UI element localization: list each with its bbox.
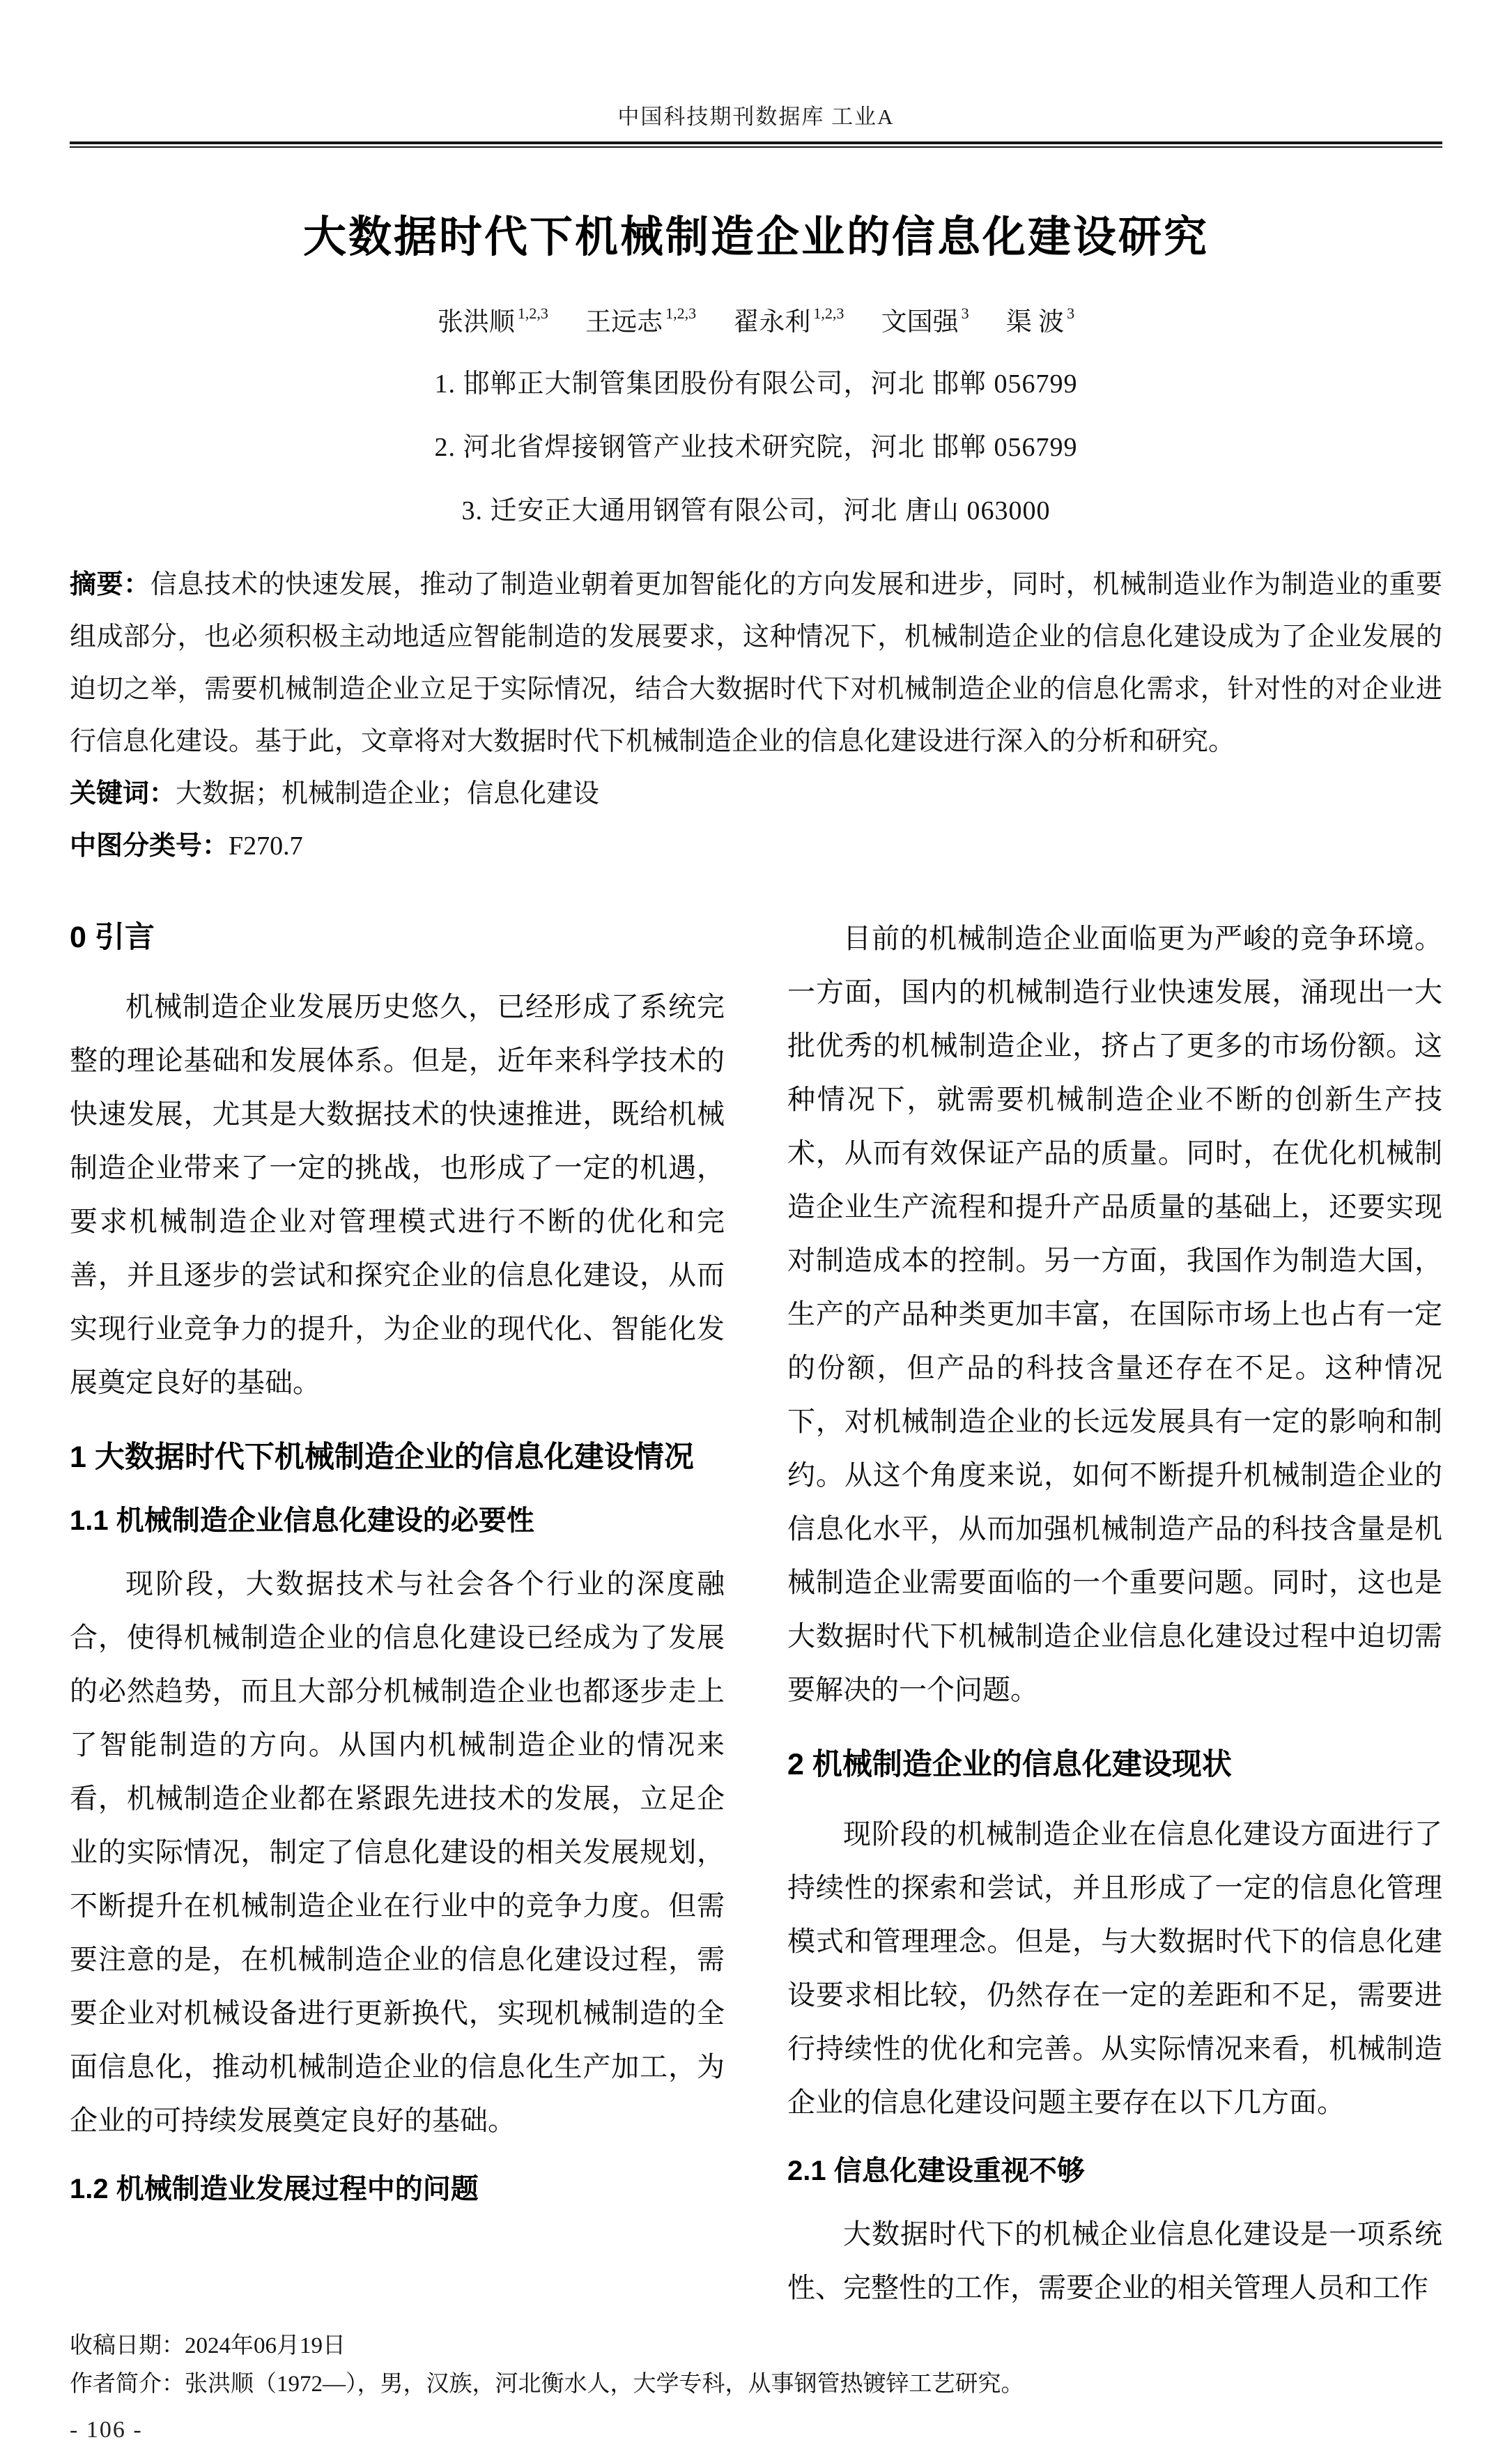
affiliations-block	[70, 362, 1442, 527]
author-bio-text: 张洪顺（1972—），男，汉族，河北衡水人，大学专科，从事钢管热镀锌工艺研究。	[185, 2372, 1024, 2397]
right-column	[787, 912, 1442, 2314]
subsection-heading-2-1: 2.1 信息化建设重视不够	[787, 2156, 1085, 2186]
keywords-row	[70, 768, 1442, 820]
author	[585, 300, 696, 338]
clc-text: F270.7	[229, 831, 303, 861]
keywords-text: 大数据；机械制造企业；信息化建设	[176, 779, 600, 808]
author-affiliation-superscript: 1,2,3	[813, 304, 844, 322]
received-date-row	[70, 2327, 1442, 2365]
author-name: 翟永利	[733, 308, 811, 337]
abstract-block	[70, 559, 1442, 873]
subsection-2-1-paragraph: 大数据时代下的机械企业信息化建设是一项系统性、完整性的工作，需要企业的相关管理人员和工作	[787, 2218, 1442, 2303]
author-name: 王远志	[585, 308, 663, 337]
author-affiliation-superscript: 3	[1067, 304, 1075, 322]
author-name: 张洪顺	[437, 308, 515, 337]
author-name: 文国强	[881, 308, 959, 337]
section-heading-2: 2 机械制造企业的信息化建设现状	[787, 1748, 1232, 1781]
header-divider	[70, 141, 1442, 148]
author-affiliation-superscript: 3	[961, 304, 969, 322]
section-2-paragraph: 现阶段的机械制造企业在信息化建设方面进行了持续性的探索和尝试，并且形成了一定的信息化管理模式和管理理念。但是，与大数据时代下的信息化建设要求相比较，仍然存在一定的差距和不足，需要进行持续性的优化和完善。从实际情况来看，机械制造企业的信息化建设问题主要存在以下几方面。	[787, 1818, 1442, 2118]
left-column	[70, 912, 725, 2314]
author-affiliation-superscript: 1,2,3	[665, 304, 697, 322]
clc-label: 中图分类号：	[70, 831, 229, 861]
author	[733, 300, 844, 338]
abstract-paragraph	[70, 559, 1442, 768]
subsection-heading-1-1: 1.1 机械制造企业信息化建设的必要性	[70, 1505, 534, 1536]
abstract-label: 摘要：	[70, 570, 151, 599]
affiliation-3: 3. 迁安正大通用钢管有限公司，河北 唐山 063000	[461, 496, 1051, 525]
author	[1006, 300, 1074, 338]
subsection-1-1-paragraph: 现阶段，大数据技术与社会各个行业的深度融合，使得机械制造企业的信息化建设已经成为了发展的必然趋势，而且大部分机械制造企业也都逐步走上了智能制造的方向。从国内机械制造企业的情况来看，机械制造企业都在紧跟先进技术的发展，立足企业的实际情况，制定了信息化建设的相关发展规划，不断提升在机械制造企业在行业中的竞争力度。但需要注意的是，在机械制造企业的信息化建设过程，需要企业对机械设备进行更新换代，实现机械制造的全面信息化，推动机械制造企业的信息化生产加工，为企业的可持续发展奠定良好的基础。	[70, 1568, 725, 2136]
received-date-value: 2024年06月19日	[185, 2333, 346, 2358]
journal-header: 中国科技期刊数据库 工业A	[617, 105, 895, 129]
author-affiliation-superscript: 1,2,3	[517, 304, 548, 322]
section-heading-1: 1 大数据时代下机械制造企业的信息化建设情况	[70, 1441, 694, 1474]
section-0-paragraph: 机械制造企业发展历史悠久，已经形成了系统完整的理论基础和发展体系。但是，近年来科学技术的快速发展，尤其是大数据技术的快速推进，既给机械制造企业带来了一定的挑战，也形成了一定的机遇，要求机械制造企业对管理模式进行不断的优化和完善，并且逐步的尝试和探究企业的信息化建设，从而实现行业竞争力的提升，为企业的现代化、智能化发展奠定良好的基础。	[70, 991, 725, 1398]
body-columns	[70, 912, 1442, 2314]
author	[881, 300, 969, 338]
authors-line	[70, 300, 1442, 338]
affiliation-1: 1. 邯郸正大制管集团股份有限公司，河北 邯郸 056799	[434, 369, 1078, 399]
author-bio-label: 作者简介：	[70, 2372, 185, 2397]
right-column-paragraph-1: 目前的机械制造企业面临更为严峻的竞争环境。一方面，国内的机械制造行业快速发展，涌现出一大批优秀的机械制造企业，挤占了更多的市场份额。这种情况下，就需要机械制造企业不断的创新生产技术，从而有效保证产品的质量。同时，在优化机械制造企业生产流程和提升产品质量的基础上，还要实现对制造成本的控制。另一方面，我国作为制造大国，生产的产品种类更加丰富，在国际市场上也占有一定的份额，但产品的科技含量还存在不足。这种情况下，对机械制造企业的长远发展具有一定的影响和制约。从这个角度来说，如何不断提升机械制造企业的信息化水平，从而加强机械制造产品的科技含量是机械制造企业需要面临的一个重要问题。同时，这也是大数据时代下机械制造企业信息化建设过程中迫切需要解决的一个问题。	[787, 923, 1442, 1705]
author-name: 渠 波	[1005, 308, 1065, 337]
page-number: - 106 -	[70, 2417, 143, 2443]
subsection-heading-1-2: 1.2 机械制造业发展过程中的问题	[70, 2174, 479, 2204]
abstract-text: 信息技术的快速发展，推动了制造业朝着更加智能化的方向发展和进步，同时，机械制造业作为制造业的重要组成部分，也必须积极主动地适应智能制造的发展要求，这种情况下，机械制造企业的信息化建设成为了企业发展的迫切之举，需要机械制造企业立足于实际情况，结合大数据时代下对机械制造企业的信息化需求，针对性的对企业进行信息化建设。基于此，文章将对大数据时代下机械制造企业的信息化建设进行深入的分析和研究。	[70, 570, 1442, 756]
author	[438, 300, 548, 338]
clc-row	[70, 820, 1442, 873]
author-bio-row	[70, 2365, 1442, 2404]
keywords-label: 关键词：	[70, 779, 176, 808]
affiliation-2: 2. 河北省焊接钢管产业技术研究院，河北 邯郸 056799	[434, 433, 1078, 462]
footnote-block	[70, 2327, 1442, 2449]
received-date-label: 收稿日期：	[70, 2333, 185, 2358]
section-heading-0: 0 引言	[70, 921, 155, 954]
page-title: 大数据时代下机械制造企业的信息化建设研究	[302, 213, 1209, 261]
